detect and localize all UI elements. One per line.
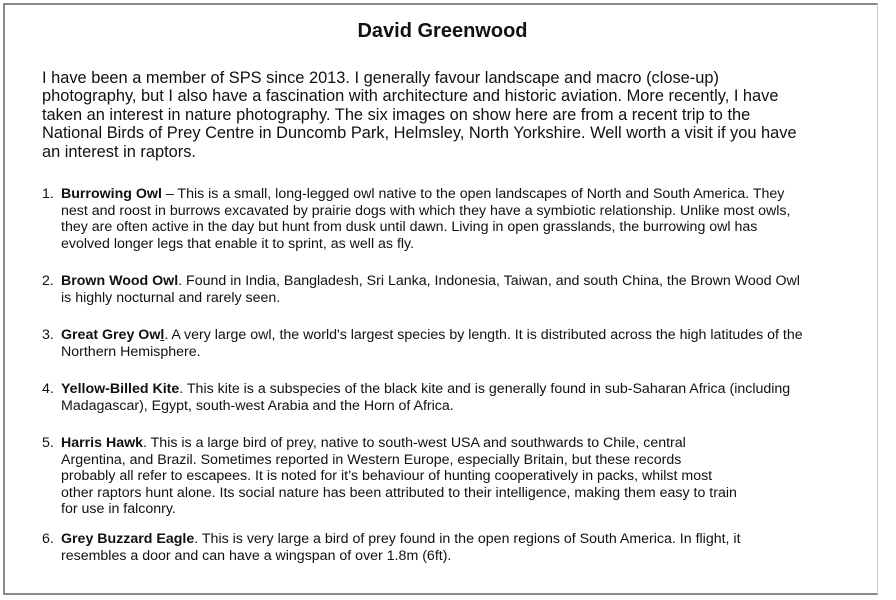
bird-name-end: l: [160, 327, 165, 343]
description-text: . Found in India, Bangladesh, Sri Lanka, Indonesia, Taiwan, and south China, the Brown Wood Owl: [178, 273, 800, 289]
description-text: . This is very large a bird of prey found in the open regions of South America. In flight, it: [194, 531, 741, 547]
bird-name: Brown Wood Owl: [61, 273, 179, 289]
description-line: Northern Hemisphere.: [61, 343, 201, 360]
description-line: for use in falconry.: [61, 501, 176, 518]
description-line: Argentina, and Brazil. Sometimes reported in Western Europe, especially Britain, but these records: [61, 451, 682, 468]
bird-name: Yellow-Billed Kite: [61, 381, 180, 397]
list-number: 6.: [42, 531, 54, 547]
description-line: nest and roost in burrows excavated by prairie dogs with which they have a symbiotic relationship. Unlike most owls,: [61, 202, 791, 219]
description-text: – This is a small, long-legged owl native to the open landscapes of North and South America. They: [161, 186, 785, 202]
intro-line: photography, but I also have a fascination with architecture and historic aviation. More recently, I have: [42, 87, 779, 106]
bird-name: Grey Buzzard Eagle: [61, 531, 195, 547]
document-page: [3, 3, 878, 595]
description-line: resembles a door and can have a wingspan of over 1.8m (6ft).: [61, 547, 452, 564]
description-line: evolved longer legs that enable it to sprint, as well as fly.: [61, 235, 415, 252]
intro-line: I have been a member of SPS since 2013. I generally favour landscape and macro (close-up): [42, 69, 719, 87]
bird-name: Burrowing Owl: [61, 186, 162, 202]
description-line: they are often active in the day but hunt from dusk until dawn. Living in open grasslands, the burrowing owl has: [61, 219, 758, 236]
page-title: David Greenwood: [357, 20, 528, 42]
list-number: 1.: [42, 186, 54, 202]
description-line: other raptors hunt alone. Its social nature has been attributed to their intelligence, making them easy to train: [61, 484, 737, 501]
list-number: 4.: [42, 381, 54, 397]
bird-name: Great Grey Ow: [61, 327, 161, 343]
list-number: 2.: [42, 273, 54, 289]
description-line: Madagascar), Egypt, south-west Arabia and the Horn of Africa.: [61, 397, 454, 414]
description-text: . This kite is a subspecies of the black kite and is generally found in sub-Saharan Africa (including: [179, 381, 791, 397]
intro-line: National Birds of Prey Centre in Duncomb Park, Helmsley, North Yorkshire. Well worth a visit if you have: [42, 124, 797, 143]
intro-paragraph: [42, 69, 872, 161]
description-text: . This is a large bird of prey, native to south-west USA and southwards to Chile, central: [143, 435, 686, 451]
description-line: probably all refer to escapees. It is noted for it’s behaviour of hunting cooperatively in packs, whilst most: [61, 468, 713, 485]
description-text: . A very large owl, the world's largest species by length. It is distributed across the high latitudes of the: [164, 327, 803, 343]
intro-line: taken an interest in nature photography. The six images on show here are from a recent trip to the: [42, 105, 751, 124]
intro-line: an interest in raptors.: [42, 142, 196, 161]
list-number: 3.: [42, 327, 54, 343]
description-line: is highly nocturnal and rarely seen.: [61, 289, 281, 306]
list-number: 5.: [42, 435, 54, 451]
bird-name: Harris Hawk: [61, 435, 144, 451]
